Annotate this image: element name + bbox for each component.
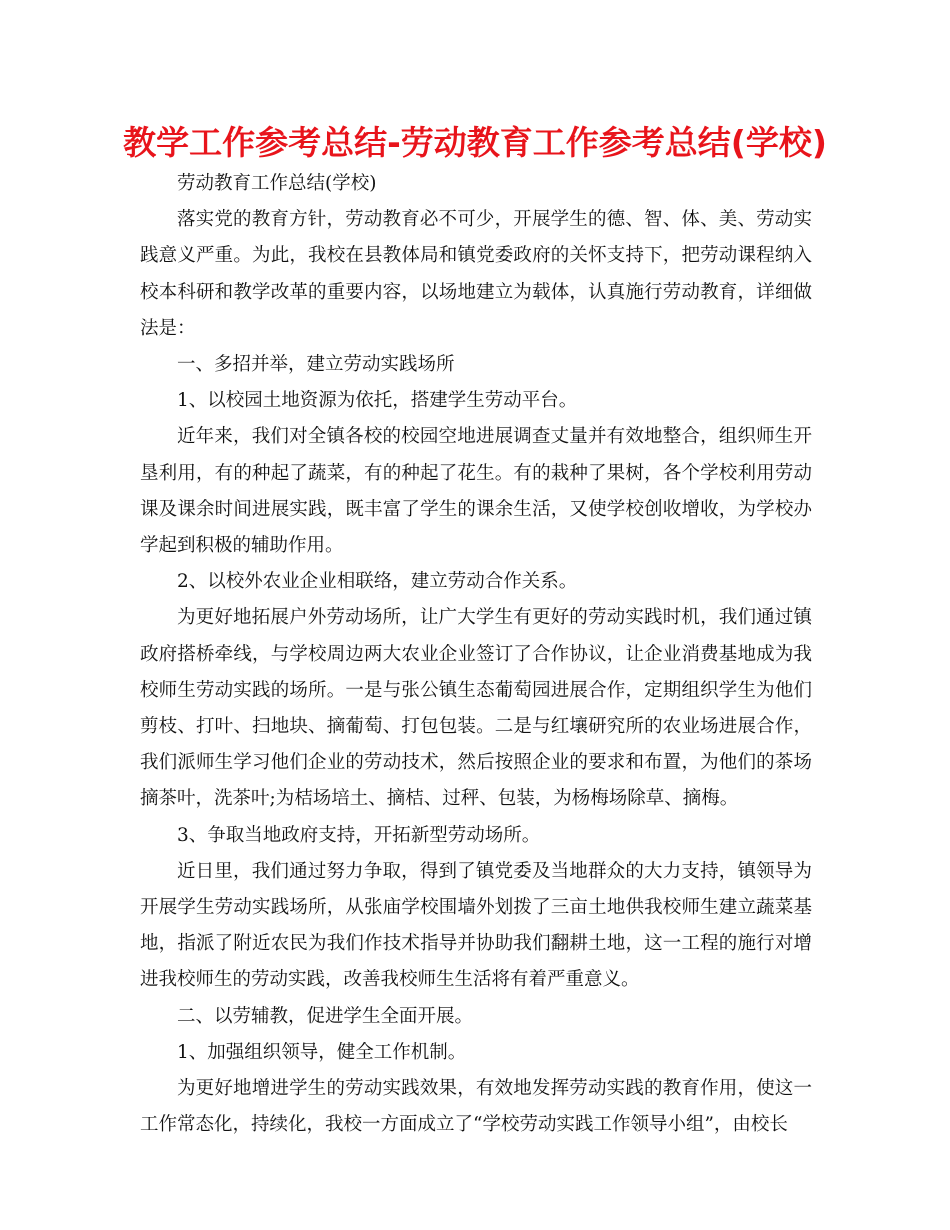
document-body [140,166,812,1143]
subsection-heading: 2、以校外农业企业相联络，建立劳动合作关系。 [177,571,578,593]
section-heading: 二、以劳辅教，促进学生全面开展。 [177,1005,474,1027]
section-heading: 一、多招并举，建立劳动实践场所 [177,354,455,376]
subtitle-paragraph: 劳动教育工作总结(学校) [177,173,377,194]
subsection-heading: 3、争取当地政府支持，开拓新型劳动场所。 [177,824,541,846]
subsection-heading: 1、以校园土地资源为依托，搭建学生劳动平台。 [177,390,578,412]
subsection-heading: 1、加强组织领导，健全工作机制。 [177,1041,467,1063]
body-paragraph: 近日里，我们通过努力争取，得到了镇党委及当地群众的大力支持，镇领导为开展学生劳动实践场所，从张庙学校围墙外划拨了三亩土地供我校师生建立蔬菜基地，指派了附近农民为我们作技术指导并协助我们翻耕土地，这一工程的施行对增进我校师生的劳动实践，改善我校师生生活将有着严重意义。 [140,860,812,991]
document-title: 教学工作参考总结-劳动教育工作参考总结(学校) [123,123,827,162]
body-paragraph: 为更好地拓展户外劳动场所，让广大学生有更好的劳动实践时机，我们通过镇政府搭桥牵线，与学校周边两大农业企业签订了合作协议，让企业消费基地成为我校师生劳动实践的场所。一是与张公镇生态葡萄园进展合作，定期组织学生为他们剪枝、打叶、扫地块、摘葡萄、打包包装。二是与红壤研究所的农业场进展合作，我们派师生学习他们企业的劳动技术，然后按照企业的要求和布置，为他们的茶场摘茶叶，洗茶叶;为桔场培土、摘桔、过秤、包装，为杨梅场除草、摘梅。 [140,607,812,810]
body-paragraph: 近年来，我们对全镇各校的校园空地进展调查丈量并有效地整合，组织师生开垦利用，有的种起了蔬菜，有的种起了花生。有的栽种了果树，各个学校利用劳动课及课余时间进展实践，既丰富了学生的课余生活，又使学校创收增收，为学校办学起到积极的辅助作用。 [140,426,812,557]
body-paragraph: 落实党的教育方针，劳动教育必不可少，开展学生的德、智、体、美、劳动实践意义严重。为此，我校在县教体局和镇党委政府的关怀支持下，把劳动课程纳入校本科研和教学改革的重要内容，以场地建立为载体，认真施行劳动教育，详细做法是： [140,209,812,339]
body-paragraph: 为更好地增进学生的劳动实践效果，有效地发挥劳动实践的教育作用，使这一工作常态化，持续化，我校一方面成立了“学校劳动实践工作领导小组”，由校长 [140,1078,812,1136]
